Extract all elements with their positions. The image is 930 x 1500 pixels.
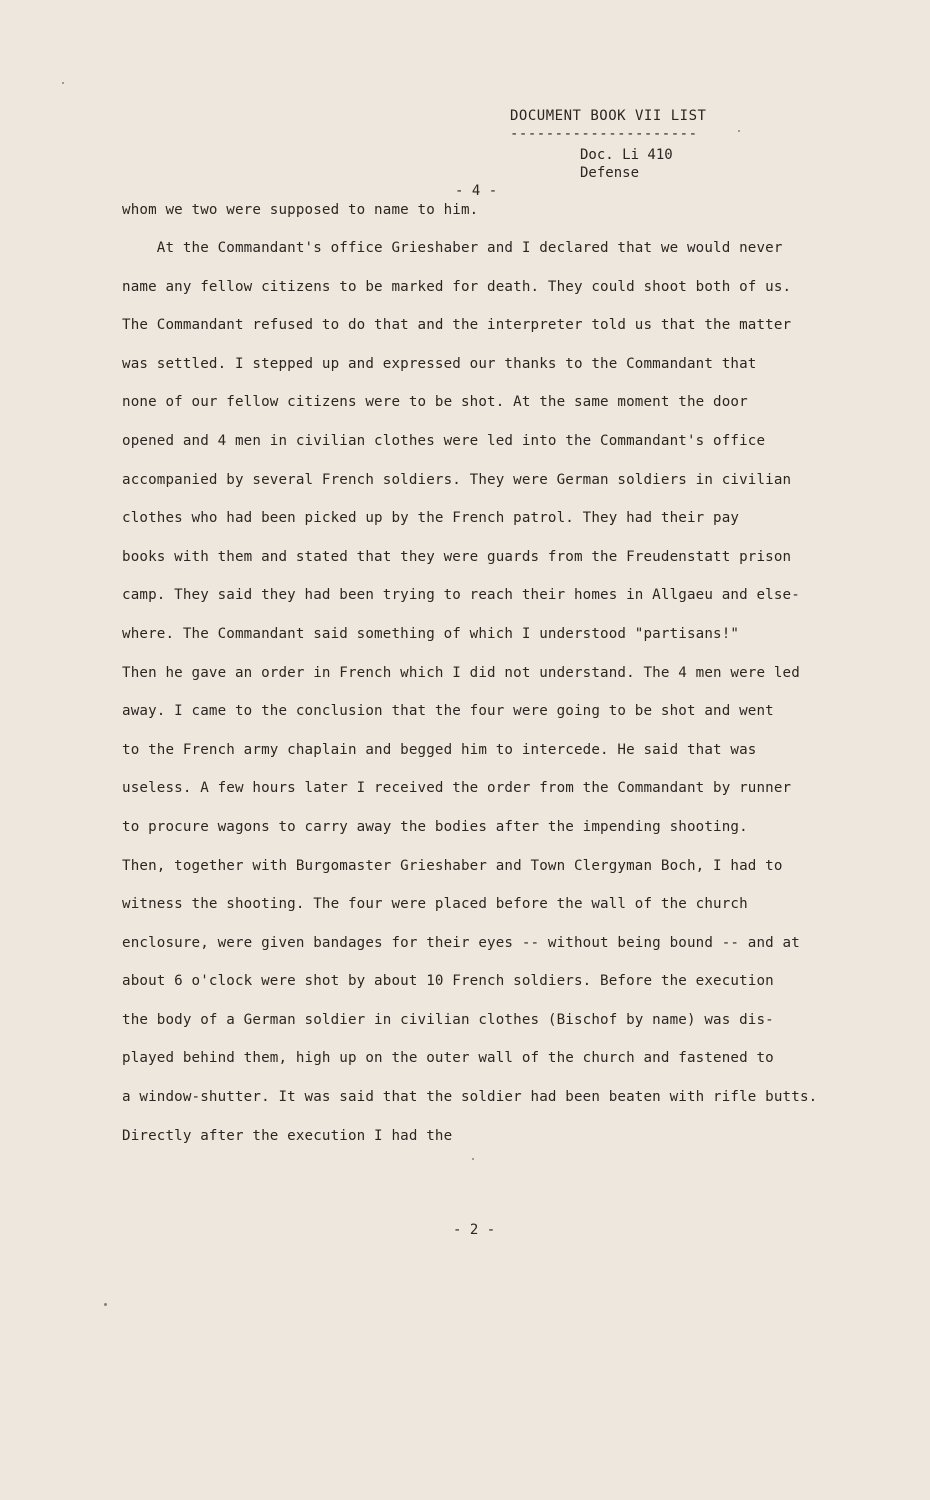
text-line: useless. A few hours later I received the order from the Commandant by runner [122,780,792,797]
text-line: away. I came to the conclusion that the four were going to be shot and went [122,703,774,720]
text-line: enclosure, were given bandages for their eyes -- without being bound -- and at [122,934,800,951]
paper-speck [738,130,740,132]
text-line: books with them and stated that they were guards from the Freudenstatt prison [122,548,792,565]
text-line: a window-shutter. It was said that the soldier had been beaten with rifle butts. [122,1089,818,1106]
text-line: The Commandant refused to do that and the interpreter told us that the matter [122,317,792,334]
text-line: to procure wagons to carry away the bodies after the impending shooting. [122,818,748,835]
text-line: Then he gave an order in French which I did not understand. The 4 men were led [122,664,800,681]
document-body [122,200,892,1164]
page-number: - 2 - [453,1222,496,1238]
header-underline: --------------------- [510,126,698,142]
text-line: whom we two were supposed to name to him. [122,202,479,218]
text-line: where. The Commandant said something of which I understood "partisans!" [122,625,740,642]
paper-speck [472,1158,474,1160]
text-line: about 6 o'clock were shot by about 10 French soldiers. Before the execution [122,973,774,990]
text-line: to the French army chaplain and begged him to intercede. He said that was [122,741,757,758]
paper-speck [104,1303,107,1306]
text-line: none of our fellow citizens were to be shot. At the same moment the door [122,394,748,411]
original-page-number: - 4 - [455,183,498,199]
text-line: camp. They said they had been trying to reach their homes in Allgaeu and else- [122,587,800,604]
text-line: accompanied by several French soldiers. They were German soldiers in civilian [122,471,792,488]
text-line: was settled. I stepped up and expressed our thanks to the Commandant that [122,355,757,372]
document-book-title: DOCUMENT BOOK VII LIST [510,108,707,124]
party-label: Defense [580,165,640,181]
text-line: At the Commandant's office Grieshaber and I declared that we would never [122,240,783,256]
text-line: played behind them, high up on the outer wall of the church and fastened to [122,1050,774,1067]
text-line: name any fellow citizens to be marked for death. They could shoot both of us. [122,278,792,295]
text-line: opened and 4 men in civilian clothes were led into the Commandant's office [122,432,766,449]
paper-speck [62,82,64,84]
text-line: Directly after the execution I had the [122,1127,453,1144]
text-line: the body of a German soldier in civilian clothes (Bischof by name) was dis- [122,1011,774,1028]
text-line: witness the shooting. The four were placed before the wall of the church [122,896,748,913]
document-reference: Doc. Li 410 [580,147,673,163]
text-line: Then, together with Burgomaster Grieshaber and Town Clergyman Boch, I had to [122,857,783,874]
text-line: clothes who had been picked up by the French patrol. They had their pay [122,510,740,527]
